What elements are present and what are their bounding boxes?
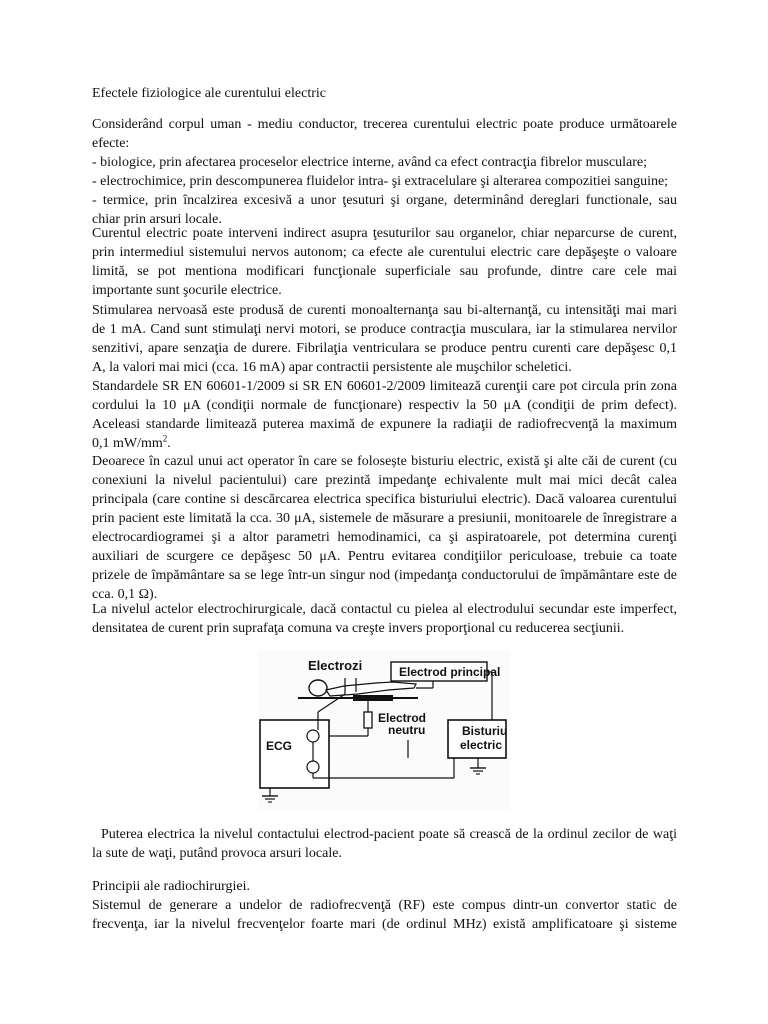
text-line bbox=[92, 434, 677, 453]
text-line: Sistemul de generare a undelor de radiofrecvenţă (RF) este compus dintr-un convertor static de bbox=[92, 898, 677, 913]
bisturiu-label-2: electric bbox=[460, 738, 503, 752]
text-line: electrocardiogramei şi a altor parametri hemodinamici, ca şi aspiratoarele, pot determina curenţi bbox=[92, 530, 677, 545]
paragraph-rf-system bbox=[92, 896, 677, 934]
section-heading: Principii ale radiochirurgiei. bbox=[92, 879, 250, 894]
paragraph-standards bbox=[92, 377, 677, 453]
document-title: Efectele fiziologice ale curentului electric bbox=[92, 86, 326, 101]
paragraph-stimulation bbox=[92, 301, 677, 377]
paragraph-electrosurgery bbox=[92, 600, 677, 638]
diagram-svg bbox=[258, 650, 510, 810]
electrozi-label: Electrozi bbox=[308, 658, 363, 673]
ecg-input-circle bbox=[307, 761, 319, 773]
text-line: chiar prin arsuri locale. bbox=[92, 212, 222, 227]
text-line: A, la valori mai mici (cca. 16 mA) apar contractii persistente ale muşchilor scheletici. bbox=[92, 360, 572, 375]
text-line: prin pacient este limitată la cca. 30 μA, sistemele de măsurare a presiunii, monitoarele de înregistrare a bbox=[92, 511, 677, 526]
text-line: - electrochimice, prin descompunerea fluidelor intra- şi extracelulare şi alterarea compozitiei sanguine; bbox=[92, 174, 669, 189]
text-line: Considerând corpul uman - mediu conductor, trecerea curentului electric poate produce următoarele bbox=[92, 117, 677, 132]
text-fragment: 0,1 mW/mm bbox=[92, 436, 163, 451]
paragraph-operating-act bbox=[92, 452, 677, 604]
electrod-neutru-label-2: neutru bbox=[388, 723, 426, 737]
text-line: Puterea electrica la nivelul contactului electrod-pacient poate să crească de la ordinul zecilor de waţi bbox=[92, 827, 677, 842]
text-line: de 1 mA. Cand sunt stimulaţi nervi motori, se produce contracţia musculara, iar la stimularea nervilor bbox=[92, 322, 677, 337]
electrosurgery-diagram bbox=[258, 650, 510, 810]
text-line: Standardele SR EN 60601-1/2009 si SR EN 60601-2/2009 limitează curenţii care pot circula prin zona bbox=[92, 379, 677, 394]
text-line: - termice, prin încalzirea excesivă a unor ţesuturi şi organe, determinând dereglari functionale, sau bbox=[92, 193, 677, 208]
resistor-symbol bbox=[364, 712, 372, 728]
electrod-principal-label: Electrod principal bbox=[399, 665, 501, 679]
text-line: senzitivi, apare senzaţia de durere. Fibrilaţia ventriculara se produce pentru curenti care depăşesc 0,1 bbox=[92, 341, 677, 356]
ecg-input-circle bbox=[307, 730, 319, 742]
ecg-label: ECG bbox=[266, 739, 293, 753]
text-line: densitatea de curent prin suprafaţa comuna va creşte invers proporţional cu reducerea secţiunii. bbox=[92, 621, 625, 636]
text-line: frecvenţa, iar la nivelul frecvenţelor foarte mari (de ordinul MHz) există amplificatoare şi sisteme bbox=[92, 917, 677, 932]
text-line: conexiuni la nivelul pacientului) care prezintă impedanţe echivalente mult mai mici decât calea bbox=[92, 473, 677, 488]
text-line: Aceleasi standarde limitează puterea maximă de expunere la radiaţii de radiofrecvenţă la maximum bbox=[92, 417, 677, 432]
paragraph-indirect bbox=[92, 224, 677, 300]
superscript: 2 bbox=[162, 433, 168, 444]
text-line: prizele de împământare sa se lege într-un singur nod (impedanţa conductorului de împământare este de bbox=[92, 568, 677, 583]
paragraph-power bbox=[92, 825, 677, 863]
text-line: Stimularea nervoasă este produsă de curenti monoalternanţa sau bi-alternanţă, cu intensităţi mai mari bbox=[92, 303, 677, 318]
text-line: la sute de waţi, putând provoca arsuri locale. bbox=[92, 846, 342, 861]
text-line: principala (care contine si descărcarea electrica specifica bisturiului electric). Dacă valoarea curentului bbox=[92, 492, 677, 507]
text-line: Deoarece în cazul unui act operator în care se folosește bisturiu electric, există şi alte căi de curent (cu bbox=[92, 454, 677, 469]
text-line: La nivelul actelor electrochirurgicale, dacă contactul cu pielea al electrodului secundar este imperfect, bbox=[92, 602, 677, 617]
text-line: cordului la 10 μA (condiţii normale de funcţionare) respectiv la 50 μA (condiţii de prim defect). bbox=[92, 398, 677, 413]
bisturiu-label-1: Bisturiu bbox=[462, 724, 508, 738]
paragraph-effects bbox=[92, 115, 677, 229]
neutral-plate bbox=[353, 695, 393, 701]
text-line: prin intermediul sistemului nervos autonom; ca efecte ale curentului electric care depăşeşte o valoare bbox=[92, 245, 677, 260]
text-line: cca. 0,1 Ω). bbox=[92, 587, 158, 602]
text-line: auxiliari de scurgere ce depăşesc 50 μA. Pentru evitarea condiţiilor periculoase, trebuie ca toate bbox=[92, 549, 677, 564]
text-line: - biologice, prin afectarea proceselor electrice interne, având ca efect contracţia fibrelor musculare; bbox=[92, 155, 648, 170]
patient-head bbox=[309, 680, 327, 696]
text-line: efecte: bbox=[92, 136, 130, 151]
text-line: limită, se pot mentiona modificari funcţionale superficiale sau profunde, dintre care cele mai bbox=[92, 264, 677, 279]
text-line: Curentul electric poate interveni indirect asupra ţesuturilor sau organelor, chiar neparcurse de curent, bbox=[92, 226, 677, 241]
text-line: importante sunt şocurile electrice. bbox=[92, 283, 282, 298]
electrod-neutru-label-1: Electrod bbox=[378, 711, 427, 725]
text-fragment: . bbox=[167, 436, 171, 451]
